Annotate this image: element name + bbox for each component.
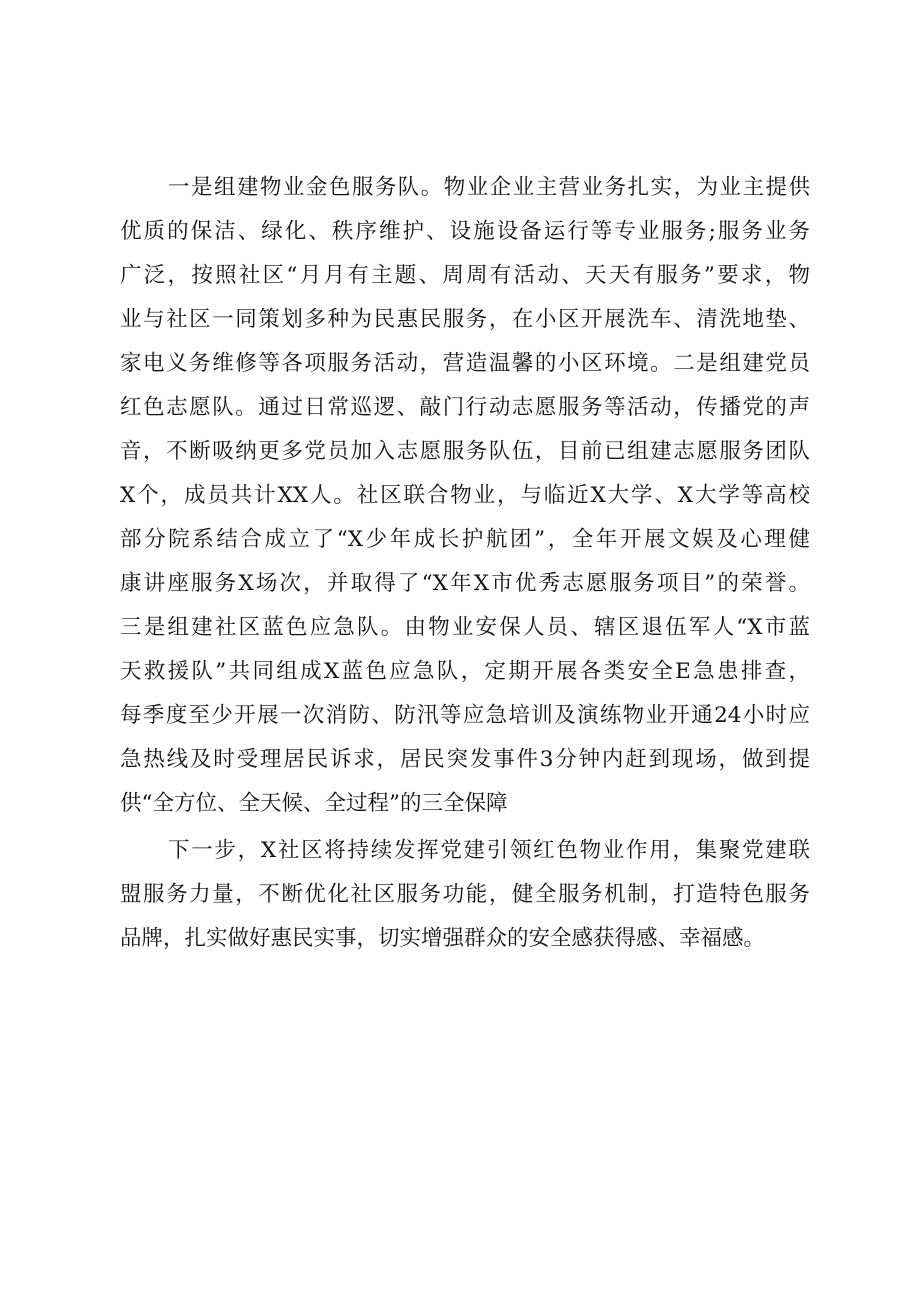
text-line: 品牌，扎实做好惠民实事，切实增强群众的安全感获得感、幸福感。 xyxy=(120,926,766,951)
text-line: 红色志愿队。通过日常巡逻、敲门行动志愿服务等活动，传播党的声 xyxy=(120,395,810,420)
text-line: 康讲座服务X场次，并取得了“X年X市优秀志愿服务项目”的荣誉。 xyxy=(120,571,810,596)
paragraph-2 xyxy=(120,829,810,961)
text-line: 部分院系结合成立了“X少年成长护航团”，全年开展文娱及心理健 xyxy=(120,527,810,552)
text-line: 业与社区一同策划多种为民惠民服务，在小区开展洗车、清洗地垫、 xyxy=(120,307,810,332)
text-line: 音，不断吸纳更多党员加入志愿服务队伍，目前已组建志愿服务团队 xyxy=(120,439,810,464)
text-line: 优质的保洁、绿化、秩序维护、设施设备运行等专业服务;服务业务 xyxy=(120,219,810,244)
document-body xyxy=(120,166,810,961)
text-line: 广泛，按照社区“月月有主题、周周有活动、天天有服务”要求，物 xyxy=(120,263,810,288)
text-line: 天救援队”共同组成X蓝色应急队，定期开展各类安全E急患排查， xyxy=(120,659,810,684)
text-line: 每季度至少开展一次消防、防汛等应急培训及演练物业开通24小时应 xyxy=(120,703,810,728)
text-line: 下一步，X社区将持续发挥党建引领红色物业作用，集聚党建联 xyxy=(168,838,810,863)
text-line: 三是组建社区蓝色应急队。由物业安保人员、辖区退伍军人“X市蓝 xyxy=(120,615,810,640)
text-line: 急热线及时受理居民诉求，居民突发事件3分钟内赶到现场，做到提 xyxy=(120,747,810,772)
paragraph-1 xyxy=(120,166,810,826)
text-line: 盟服务力量，不断优化社区服务功能，健全服务机制，打造特色服务 xyxy=(120,882,810,907)
text-line: X个，成员共计XX人。社区联合物业，与临近X大学、X大学等高校 xyxy=(120,483,810,508)
text-line: 一是组建物业金色服务队。物业企业主营业务扎实，为业主提供 xyxy=(168,175,810,200)
text-line: 家电义务维修等各项服务活动，营造温馨的小区环境。二是组建党员 xyxy=(120,351,810,376)
text-line: 供“全方位、全天候、全过程”的三全保障 xyxy=(120,791,508,816)
